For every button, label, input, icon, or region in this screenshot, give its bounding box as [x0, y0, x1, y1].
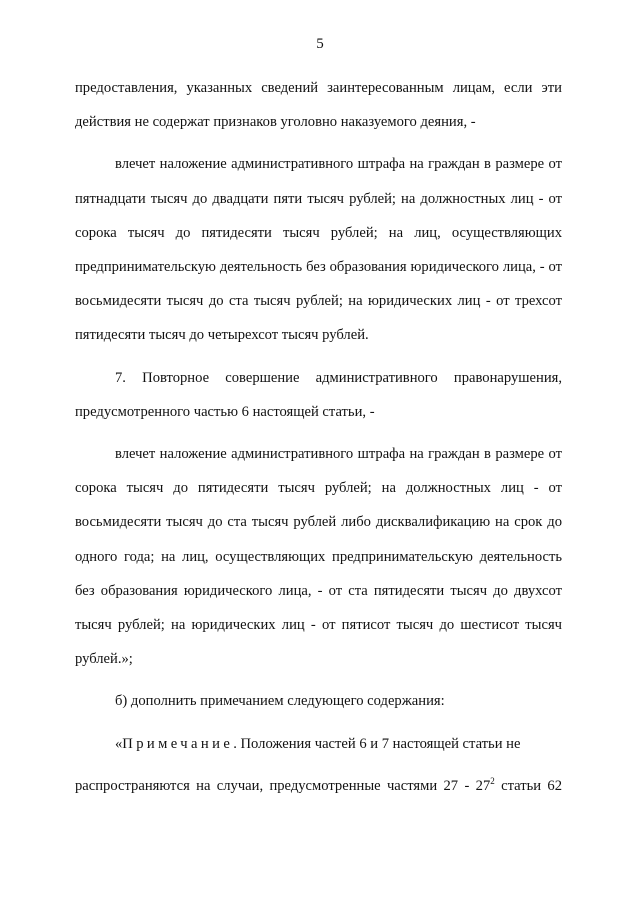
paragraph-continuation: предоставления, указанных сведений заинтересованным лицам, если эти действия не содержат признаков уголовно наказуемого деяния, -	[75, 80, 562, 131]
paragraph-penalty-part-6: влечет наложение административного штрафа на граждан в размере от пятнадцати тысяч до двадцати пяти тысяч рублей; на должностных лиц - от сорока тысяч до пятидесяти тысяч рублей; на лиц, осуществляющих предпринимательскую деятельность без образования юридического лица, - от восьмидесяти тысяч до ста тысяч рублей; на юридических лиц - от трехсот пятидесяти тысяч до четырехсот тысяч рублей.	[75, 156, 562, 344]
document-body	[75, 71, 562, 803]
paragraph-note-line2	[75, 769, 562, 803]
page-number: 5	[316, 36, 324, 52]
note-text-line2b: статьи 62	[494, 777, 562, 794]
note-open-quote: «	[115, 735, 123, 752]
paragraph-part-7: 7. Повторное совершение административного правонарушения, предусмотренного частью 6 настоящей статьи, -	[75, 369, 562, 420]
note-text-line2a: распространяются на случаи, предусмотренные частями 27 - 27	[75, 777, 491, 794]
paragraph-amendment-b: б) дополнить примечанием следующего содержания:	[115, 693, 445, 710]
paragraph-penalty-part-7: влечет наложение административного штрафа на граждан в размере от сорока тысяч до пятидесяти тысяч рублей; на должностных лиц - от восьмидесяти тысяч до ста тысяч рублей либо дисквалификацию на срок до одного года; на лиц, осуществляющих предпринимательскую деятельность без образования юридического лица, - от ста пятидесяти тысяч до двухсот тысяч рублей; на юридических лиц - от пятисот тысяч до шестисот тысяч рублей.»;	[75, 446, 562, 668]
note-superscript: 2	[490, 775, 495, 786]
note-heading: Примечание	[122, 735, 234, 752]
paragraph-note	[75, 727, 562, 761]
note-text-line1: . Положения частей 6 и 7 настоящей статьи не	[233, 735, 521, 752]
